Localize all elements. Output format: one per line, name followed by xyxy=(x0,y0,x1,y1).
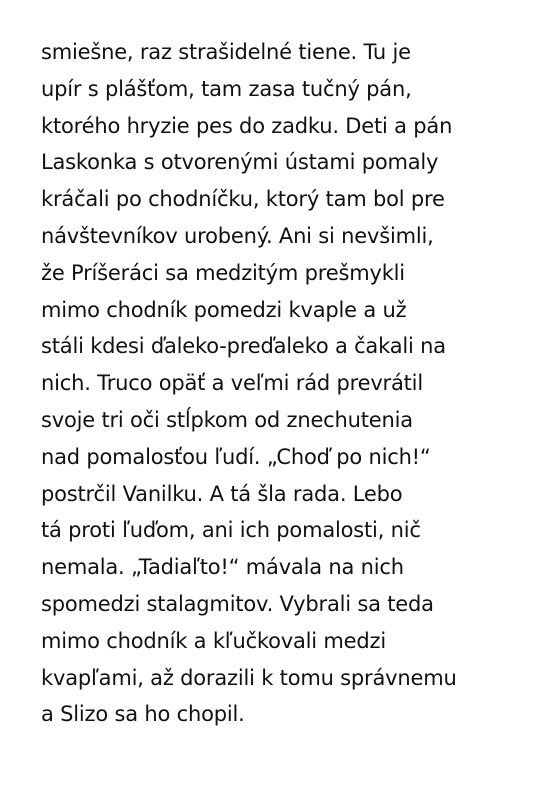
text-line: mimo chodník a kľučkovali medzi xyxy=(41,628,386,653)
text-line: stáli kdesi ďaleko-preďaleko a čakali na xyxy=(41,334,446,359)
text-line: smiešne, raz strašidelné tiene. Tu je xyxy=(41,40,411,64)
text-line: postrčil Vanilku. A tá šla rada. Lebo xyxy=(41,481,403,506)
text-line: nich. Truco opäť a veľmi rád prevrátil xyxy=(41,371,423,396)
text-line: tá proti ľuďom, ani ich pomalosti, nič xyxy=(41,518,421,543)
text-line: Laskonka s otvorenými ústami pomaly xyxy=(41,150,439,175)
text-line: mimo chodník pomedzi kvaple a už xyxy=(41,297,407,322)
text-line: ktorého hryzie pes do zadku. Deti a pán xyxy=(41,113,453,138)
text-line: kvapľami, až dorazili k tomu správnemu xyxy=(41,665,457,690)
text-line: kráčali po chodníčku, ktorý tam bol pre xyxy=(41,187,445,212)
text-line: návštevníkov urobený. Ani si nevšimli, xyxy=(41,223,434,248)
text-line: nad pomalosťou ľudí. „Choď po nich!“ xyxy=(41,444,431,469)
text-line: spomedzi stalagmitov. Vybrali sa teda xyxy=(41,591,434,616)
text-line: že Príšeráci sa medzitým prešmykli xyxy=(41,260,405,285)
page-text xyxy=(41,34,536,733)
text-line: upír s plášťom, tam zasa tučný pán, xyxy=(41,76,412,101)
text-line: a Slizo sa ho chopil. xyxy=(41,702,245,727)
text-line: svoje tri oči stĺpkom od znechutenia xyxy=(41,407,413,432)
text-line: nemala. „Tadiaľto!“ mávala na nich xyxy=(41,555,404,580)
